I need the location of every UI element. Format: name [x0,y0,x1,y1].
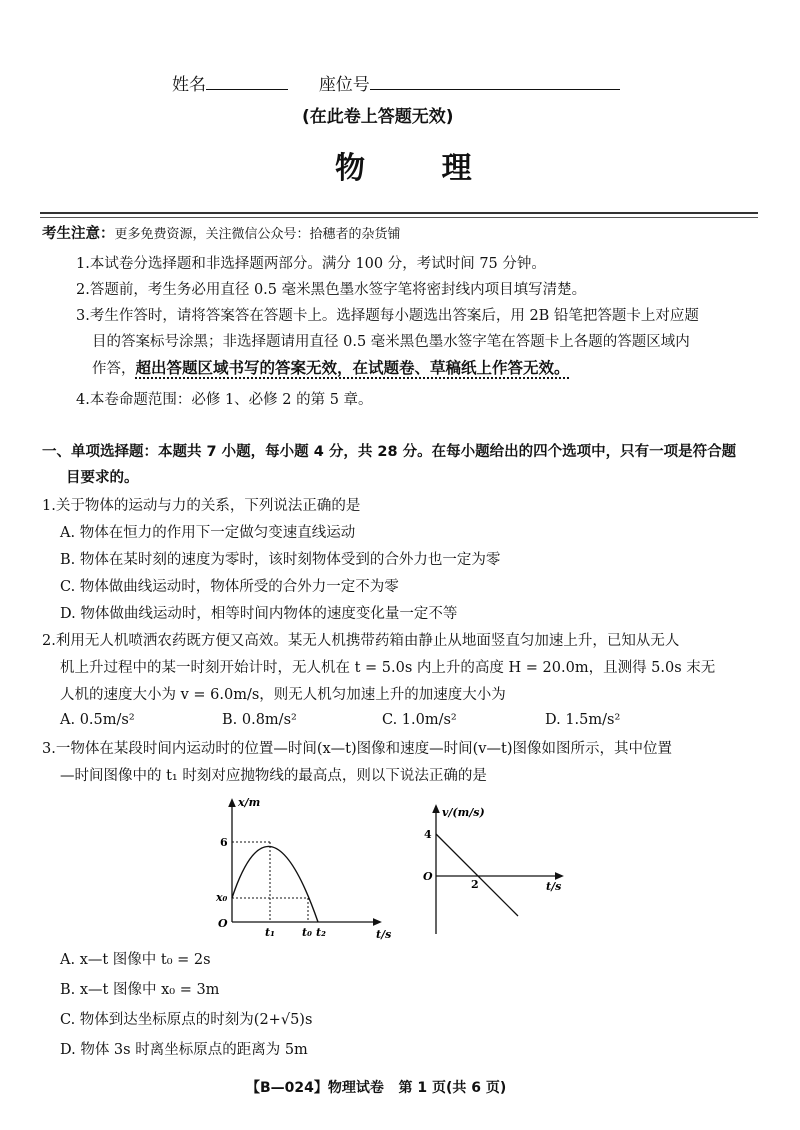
q1-option-c: C. 物体做曲线运动时，物体所受的合外力一定不为零 [60,579,399,595]
xt-xlabel: t/s [376,928,392,940]
note-3b: 目的答案标号涂黑；非选择题请用直径 0.5 毫米黑色墨水签字笔在答题卡上各题的答题区域内 [92,334,690,350]
vt-origin: O [423,870,433,883]
q2-option-c: C. 1.0m/s² [382,712,457,728]
q3-option-b: B. x—t 图像中 x₀ = 3m [60,982,220,998]
q1-option-d: D. 物体做曲线运动时，相等时间内物体的速度变化量一定不等 [60,606,458,622]
page-title: 物 理 [335,151,474,186]
header-rule-thick [40,212,758,214]
q2-line-2: 机上升过程中的某一时刻开始计时，无人机在 t = 5.0s 内上升的高度 H = 20.0m，且测得 5.0s 末无 [60,660,716,676]
note-3c-plain: 作答， [92,361,136,377]
name-label: 姓名 [172,75,206,95]
name-seat-line [172,70,620,95]
notes-heading: 考生注意： [42,226,115,242]
note-1: 1.本试卷分选择题和非选择题两部分。满分 100 分，考试时间 75 分钟。 [76,256,546,272]
note-3c-emphasis: 超出答题区域书写的答案无效，在试题卷、草稿纸上作答无效。 [135,359,570,377]
q2-option-b: B. 0.8m/s² [222,712,297,728]
section-heading-a: 一、单项选择题：本题共 7 小题，每小题 4 分，共 28 分。在每小题给出的四个选项中，只有一项是符合题 [42,444,737,460]
vt-graph [418,800,588,940]
q3-option-c: C. 物体到达坐标原点的时刻为(2+√5)s [60,1012,313,1028]
seat-label: 座位号 [318,75,370,95]
q3-option-d: D. 物体 3s 时离坐标原点的距离为 5m [60,1042,308,1058]
name-blank[interactable] [206,75,288,90]
notes-heading-line [42,224,401,245]
xt-graph [210,790,400,940]
vt-ytick-4: 4 [424,828,432,841]
xt-ytick-x0: x₀ [216,891,228,904]
note-3a: 3.考生作答时，请将答案答在答题卡上。选择题每小题选出答案后，用 2B 铅笔把答题卡上对应题 [76,308,699,324]
vt-xlabel: t/s [546,880,562,893]
xt-ytick-6: 6 [220,836,228,849]
q1-option-a: A. 物体在恒力的作用下一定做匀变速直线运动 [60,525,356,541]
q2-option-a: A. 0.5m/s² [60,712,135,728]
q2-option-d: D. 1.5m/s² [545,712,621,728]
q3-line-2: —时间图像中的 t₁ 时刻对应抛物线的最高点，则以下说法正确的是 [60,768,487,784]
xt-origin: O [218,917,228,930]
q1-stem: 1.关于物体的运动与力的关系，下列说法正确的是 [42,498,361,514]
xt-parabola [232,846,318,922]
note-2: 2.答题前，考生务必用直径 0.5 毫米黑色墨水签字笔将密封线内项目填写清楚。 [76,282,587,298]
header-rule-thin [40,217,758,218]
page-footer: 【B—024】物理试卷 第 1 页(共 6 页) [246,1080,507,1096]
note-3c [92,358,570,379]
note-4: 4.本卷命题范围：必修 1、必修 2 的第 5 章。 [76,392,373,408]
xt-xtick-t1: t₁ [265,926,275,939]
xt-xtick-t0: t₀ [302,926,312,939]
section-heading-b: 目要求的。 [66,470,139,486]
vt-ylabel: v/(m/s) [442,806,485,819]
q3-line-1: 3.一物体在某段时间内运动时的位置—时间(x—t)图像和速度—时间(v—t)图像如图所示，其中位置 [42,741,672,757]
q2-line-1: 2.利用无人机喷洒农药既方便又高效。某无人机携带药箱由静止从地面竖直匀加速上升，已知从无人 [42,633,680,649]
q2-line-3: 人机的速度大小为 v = 6.0m/s，则无人机匀加速上升的加速度大小为 [60,687,506,703]
q1-option-b: B. 物体在某时刻的速度为零时，该时刻物体受到的合外力也一定为零 [60,552,501,568]
xt-xtick-t2: t₂ [316,926,326,939]
xt-ylabel: x/m [238,796,261,809]
promo-text: 更多免费资源，关注微信公众号：拾穗者的杂货铺 [114,227,401,242]
q3-option-a: A. x—t 图像中 t₀ = 2s [60,952,211,968]
seat-blank[interactable] [370,75,620,90]
vt-xtick-2: 2 [471,878,479,891]
vt-series-line [436,834,518,916]
invalid-note: (在此卷上答题无效) [302,107,454,127]
